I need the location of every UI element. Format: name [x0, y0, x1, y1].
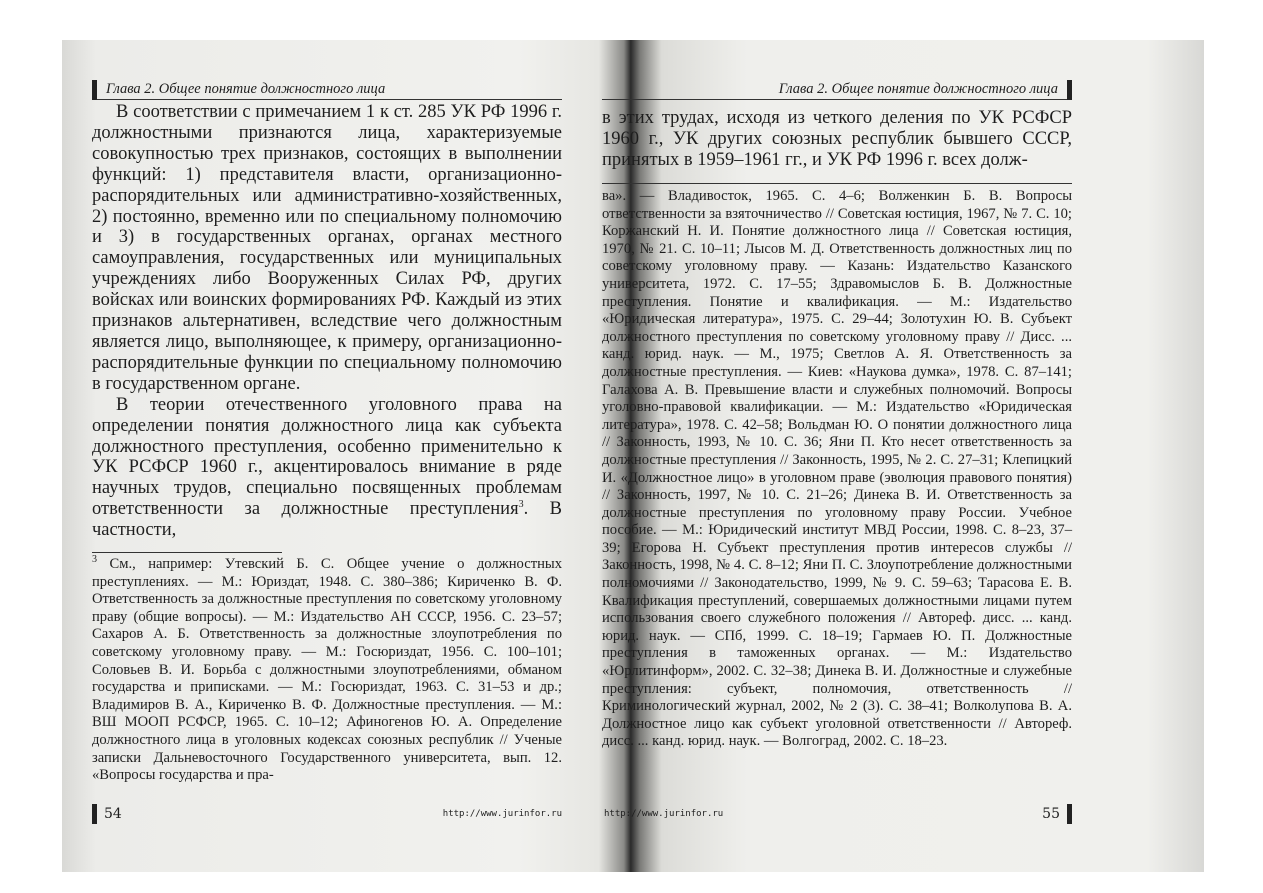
paragraph: в этих трудах, исходя из четкого деления по УК РСФСР 1960 г., УК других союзных республик бывшего СССР, принятых в 1959–1961 гг., и УК РФ 1996 г. всех долж-: [602, 108, 1072, 170]
paragraph: В соответствии с примечанием 1 к ст. 285 УК РФ 1996 г. должностными признаются лица, характеризуемые совокупностью трех признаков, состоящих в выполнении функций: 1) представителя власти, организационно-распорядительных или административно-хозяйственных, 2) постоянно, временно или по специальному полномочию и 3) в государственных органах, органах местного самоуправления, государственных или муниципальных учреждениях либо Вооруженных Силах РФ, других войсках или воинских формированиях РФ. Каждый из этих признаков альтернативен, вследствие чего должностным является лицо, выполняющее, к примеру, организационно-распорядительные функции по специальному полномочию в государственном органе.: [92, 102, 562, 394]
footnote-marker: 3: [92, 554, 97, 566]
page-footer: [92, 804, 562, 824]
footer-url: http://www.jurinfor.ru: [604, 809, 724, 819]
running-head: Глава 2. Общее понятие должностного лица: [602, 78, 1072, 100]
main-text: [92, 102, 562, 541]
page-number: 54: [104, 806, 122, 822]
left-page: [92, 68, 562, 838]
footnote-text: См., например: Утевский Б. С. Общее учение о должностных преступлениях. — М.: Юриздат, 1948. С. 380–386; Кириченко В. Ф. Ответственность за должностные преступления по советскому уголовному праву (общие вопросы). — М.: Издательство АН СССР, 1956. С. 23–57; Сахаров А. Б. Ответственность за должностные злоупотребления по советскому уголовному праву. — М.: Госюриздат, 1956. С. 100–101; Соловьев В. И. Борьба с должностными злоупотреблениями, обманом государства и приписками. — М.: Госюриздат, 1963. С. 31–53 и др.; Владимиров В. А., Кириченко В. Ф. Должностные преступления. — М.: ВШ МООП РСФСР, 1965. С. 10–12; Афиногенов Ю. А. Определение должностного лица в уголовных кодексах союзных республик // Ученые записки Дальневосточного Государственного университета, вып. 12. «Вопросы государства и пра-: [92, 556, 562, 784]
page-number: 55: [1042, 806, 1060, 822]
footnote-divider: [602, 183, 1072, 184]
main-text: [602, 108, 1072, 171]
footnote: [92, 556, 562, 785]
footnote-reference: 3: [518, 499, 524, 511]
page-footer: [602, 804, 1072, 824]
paragraph-text: В теории отечественного уголовного права на определении понятия должностного лица как субъекта должностного преступления, особенно применительно к УК РСФСР 1960 г., акцентировалось внимание в ряде научных трудов, специально посвященных проблемам ответственности за должностные преступления: [92, 394, 562, 520]
paragraph-tail: . В частности,: [92, 499, 562, 541]
footnote-text: ва». — Владивосток, 1965. С. 4–6; Волженкин Б. В. Вопросы ответственности за взяточничество // Советская юстиция, 1967, № 7. С. 10; Коржанский Н. И. Понятие должностного лица // Советская юстиция, 1970, № 21. С. 10–11; Лысов М. Д. Ответственность должностных лиц по советскому уголовному праву. — Казань: Издательство Казанского университета, 1972. С. 17–55; Здравомыслов Б. В. Должностные преступления. Понятие и квалификация. — М.: Издательство «Юридическая литература», 1975. С. 29–44; Золотухин Ю. В. Субъект должностного преступления по советскому уголовному праву // Дисс. ... канд. юрид. наук. — М., 1975; Светлов А. Я. Ответственность за должностные преступления. — Киев: «Наукова думка», 1978. С. 87–141; Галахова А. В. Превышение власти и служебных полномочий. Вопросы уголовно-правовой квалификации. — М.: Издательство «Юридическая литература», 1978. С. 42–58; Вольдман Ю. О понятии должностного лица // Законность, 1993, № 10. С. 36; Яни П. Кто несет ответственность за должностные преступления // Законность, 1995, № 2. С. 27–31; Клепицкий И. «Должностное лицо» в уголовном праве (эволюция правового понятия) // Законность, 1997, № 10. С. 21–26; Динека В. И. Ответственность за должностные преступления по уголовному праву России. Учебное пособие. — М.: Юридический институт МВД России, 1998. С. 8–23, 37–39; Егорова Н. Субъект преступления против интересов службы // Законность, 1998, № 4. С. 8–12; Яни П. С. Злоупотребление должностными полномочиями // Законодательство, 1999, № 9. С. 59–63; Тарасова Е. В. Квалификация преступлений, совершаемых должностными лицами путем использования своего служебного положения // Автореф. дисс. ... канд. юрид. наук. — СПб, 1999. С. 18–19; Гармаев Ю. П. Должностные преступления в таможенных органах. — М.: Издательство «Юрлитинформ», 2002. С. 32–38; Динека В. И. Должностные и служебные преступления: субъект, полномочия, ответственность // Криминологический журнал, 2002, № 2 (3). С. 38–41; Волколупова В. А. Должностное лицо как субъект уголовной ответственности // Автореф. дисс. ... канд. юрид. наук. — Волгоград, 2002. С. 18–23.: [602, 188, 1072, 750]
running-head: Глава 2. Общее понятие должностного лица: [92, 78, 562, 100]
footnote-divider: [92, 552, 282, 553]
right-page: [602, 68, 1072, 838]
footer-url: http://www.jurinfor.ru: [442, 809, 562, 819]
paragraph: [92, 395, 562, 541]
